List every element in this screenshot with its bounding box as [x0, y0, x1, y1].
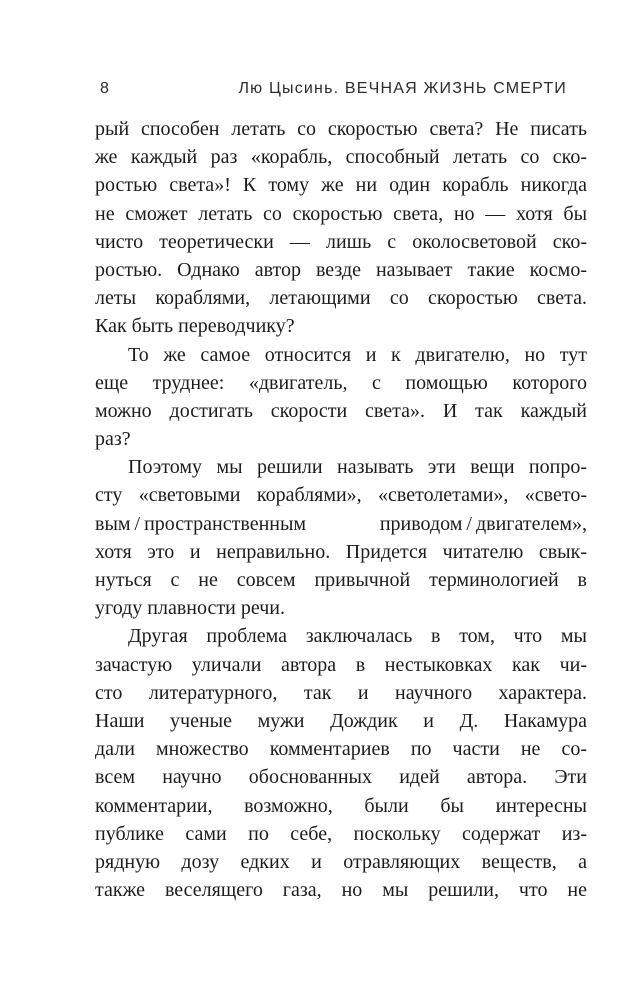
- text-line: Другая проблема заключалась в том, что мы: [128, 625, 587, 648]
- paragraph: [95, 622, 587, 904]
- paragraph: [95, 453, 587, 622]
- text-line: можно достигать скорости света». И так каждый: [95, 399, 587, 422]
- text-line: хотя это и неправильно. Придется читателю свык-: [95, 540, 587, 563]
- text-line: рый способен летать со скоростью света? Не писать: [95, 118, 587, 140]
- text-line: леты кораблями, летающими со скоростью света.: [95, 287, 587, 310]
- text-line: нуться с не совсем привычной терминологией в: [95, 569, 587, 591]
- text-line: комментарии, возможно, были бы интересны: [95, 794, 587, 817]
- page-number: 8: [100, 80, 109, 97]
- text-line: чисто теоретически — лишь с околосветовой ско-: [95, 230, 587, 253]
- text-line: рядную дозу едких и отравляющих веществ, а: [95, 850, 587, 873]
- text-line: публике сами по себе, поскольку содержат из-: [95, 822, 587, 845]
- running-title: Лю Цысинь. ВЕЧНАЯ ЖИЗНЬ СМЕРТИ: [238, 80, 567, 97]
- text-line: угоду плавности речи.: [95, 597, 285, 620]
- text-line: Поэтому мы решили называть эти вещи попро-: [128, 456, 587, 479]
- text-line: раз?: [95, 428, 131, 451]
- text-line: ростью. Однако автор везде называет такие космо-: [95, 258, 587, 281]
- page-header: [100, 80, 567, 98]
- text-line: дали множество комментариев по части не со-: [95, 738, 587, 761]
- text-line: же каждый раз «корабль, способный летать со ско-: [95, 146, 587, 169]
- text-line: Наши ученые мужи Дождик и Д. Накамура: [95, 709, 587, 732]
- text-line: сто литературного, так и научного характера.: [95, 681, 587, 704]
- text-line: ростью света»! К тому же ни один корабль никогда: [95, 174, 587, 197]
- text-line: сту «световыми кораблями», «светолетами», «свето-: [95, 484, 587, 507]
- text-line: также веселящего газа, но мы решили, что не: [95, 879, 587, 902]
- text-line: вым / пространственным приводом / двигателем»,: [95, 512, 587, 535]
- paragraph: [95, 341, 587, 454]
- text-line: всем научно обоснованных идей автора. Эти: [95, 766, 587, 789]
- text-line: не сможет летать со скоростью света, но — хотя бы: [95, 202, 587, 225]
- body-text-block: [95, 115, 587, 904]
- text-line: То же самое относится и к двигателю, но тут: [128, 343, 587, 366]
- paragraph: [95, 115, 587, 341]
- text-line: зачастую уличали автора в нестыковках как чи-: [95, 653, 587, 676]
- text-line: Как быть переводчику?: [95, 315, 295, 338]
- text-line: еще труднее: «двигатель, с помощью которого: [95, 371, 587, 394]
